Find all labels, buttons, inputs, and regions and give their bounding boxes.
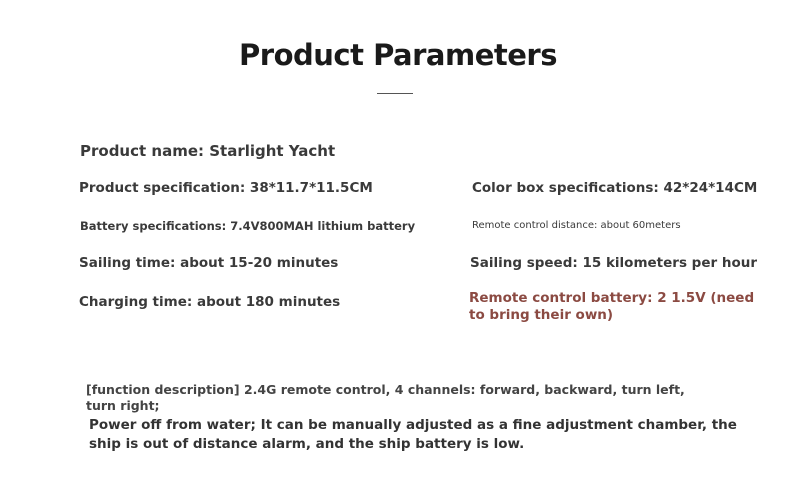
charging-time: Charging time: about 180 minutes [79, 294, 341, 310]
product-specification: Product specification: 38*11.7*11.5CM [79, 180, 373, 196]
function-note: Power off from water; It can be manually adjusted as a fine adjustment chamber, the ship is out of distance alarm, and the ship battery is low. [89, 417, 737, 452]
battery-specification: Battery specifications: 7.4V800MAH lithium battery [80, 219, 416, 233]
function-description: [function description] 2.4G remote control, 4 channels: forward, backward, turn left, turn right; [86, 382, 685, 413]
title-divider [377, 93, 413, 94]
remote-control-battery: Remote control battery: 2 1.5V (need to bring their own) [469, 290, 755, 323]
product-name: Product name: Starlight Yacht [80, 142, 336, 160]
color-box-specification: Color box specifications: 42*24*14CM [472, 180, 758, 196]
sailing-speed: Sailing speed: 15 kilometers per hour [470, 255, 758, 271]
sailing-time: Sailing time: about 15-20 minutes [79, 255, 339, 271]
remote-control-distance: Remote control distance: about 60meters [472, 220, 681, 231]
page-title: Product Parameters [239, 38, 557, 72]
